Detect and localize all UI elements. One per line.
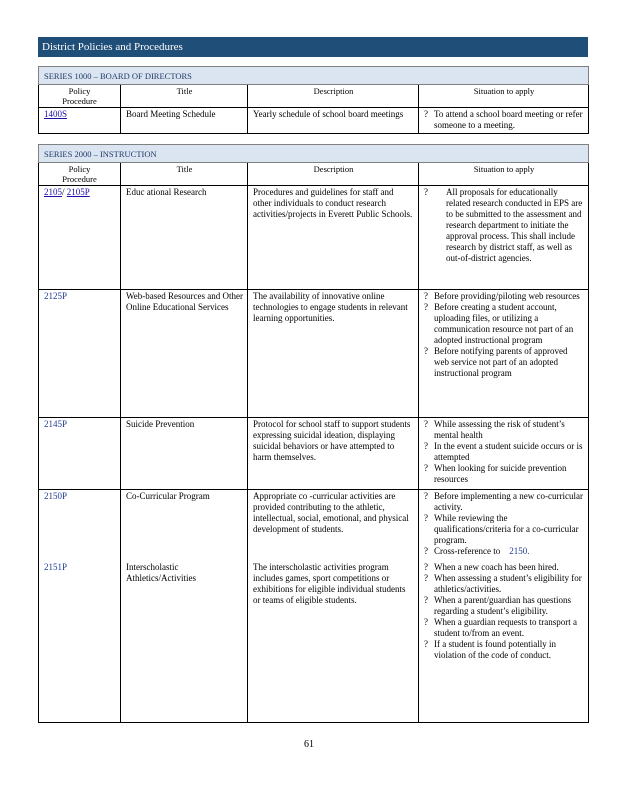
policy-description: Appropriate co -curricular activities are provided contributing to the athletic, intellectual, social, emotional, and physical development of students. — [248, 490, 419, 562]
policy-description: Procedures and guidelines for staff and other individuals to conduct research activities/projects in Everett Public Schools. — [248, 186, 419, 290]
situation-item: ? While assessing the risk of student’s mental health — [424, 419, 565, 440]
table-row: 2105/ 2105P Educ ational Research Procedures and guidelines for staff and other individuals to conduct research activities/projects in Everett Public Schools. ? All proposals for educationally related research conducted in EPS are to be submitted to the assessment and research department to initiate the approval process. This shall include research by district staff, as well as out-of-district agencies. — [39, 186, 589, 290]
bullet-icon: ? — [424, 109, 428, 119]
series-title: SERIES 1000 – BOARD OF DIRECTORS — [39, 67, 589, 85]
situation-item: ? When a guardian requests to transport a student to/from an event. — [424, 617, 577, 638]
table-row — [39, 561, 589, 723]
column-header-policy: Policy Procedure — [39, 163, 121, 186]
bullet-icon: ? — [424, 463, 428, 473]
situation-item: ? Before providing/piloting web resources — [424, 291, 580, 301]
policy-code: 2145P — [44, 419, 68, 429]
table-row — [39, 290, 589, 418]
policy-description: The interscholastic activities program includes games, sport competitions or exhibitions for eligible individual students or teams of eligible students. — [248, 561, 419, 723]
bullet-icon: ? — [424, 546, 428, 556]
situation-item: ? All proposals for educationally related research conducted in EPS are to be submitted to the assessment and research department to initiate the approval process. This shall include research by district staff, as well as out-of-district agencies. — [424, 187, 583, 263]
column-header-description: Description — [248, 85, 419, 108]
bullet-icon: ? — [424, 291, 428, 301]
policy-code: 2125P — [44, 291, 68, 301]
policy-title: Board Meeting Schedule — [121, 108, 248, 134]
bullet-icon: ? — [424, 573, 428, 583]
cross-reference-code: 2150. — [509, 546, 530, 556]
column-header-title: Title — [121, 163, 248, 186]
situation-item: ? When assessing a student’s eligibility for athletics/activities. — [424, 573, 582, 594]
table-row — [39, 108, 589, 134]
situation-item: ? If a student is found potentially in violation of the code of conduct. — [424, 639, 556, 660]
policy-title: Educ ational Research — [121, 186, 248, 290]
policy-link-2105p[interactable]: 2105P — [66, 187, 90, 197]
policy-link-1400s[interactable]: 1400S — [44, 109, 68, 119]
bullet-icon: ? — [424, 617, 428, 627]
situation-item: ? When a parent/guardian has questions regarding a student’s eligibility. — [424, 595, 571, 616]
series-1000-table — [38, 66, 589, 134]
policy-link-2105[interactable]: 2105 — [44, 187, 62, 197]
policy-description: Yearly schedule of school board meetings — [248, 108, 419, 134]
bullet-icon: ? — [424, 513, 428, 523]
column-header-policy: Policy Procedure — [39, 85, 121, 108]
column-header-row — [39, 85, 589, 108]
bullet-icon: ? — [424, 419, 428, 429]
series-title: SERIES 2000 – INSTRUCTION — [39, 145, 589, 163]
bullet-icon: ? — [424, 441, 428, 451]
policy-title: Interscholastic Athletics/Activities — [121, 561, 248, 723]
bullet-icon: ? — [424, 491, 428, 501]
column-header-description: Description — [248, 163, 419, 186]
column-header-row — [39, 163, 589, 186]
policy-title: Suicide Prevention — [121, 418, 248, 490]
situation-item: ? When a new coach has been hired. — [424, 562, 559, 572]
page-header — [38, 37, 588, 57]
situation-item: ? In the event a student suicide occurs or is attempted — [424, 441, 583, 462]
policy-description: Protocol for school staff to support students expressing suicidal ideation, displaying suicidal behaviors or have attempted to harm themselves. — [248, 418, 419, 490]
policy-title: Web-based Resources and Other Online Educational Services — [121, 290, 248, 418]
policy-title: Co-Curricular Program — [121, 490, 248, 562]
policy-description: The availability of innovative online technologies to engage students in relevant learning opportunities. — [248, 290, 419, 418]
situation-item: ? While reviewing the qualifications/criteria for a co-curricular program. — [424, 513, 579, 545]
policy-code: 2150P — [44, 491, 68, 501]
situation-item: ? Cross-reference to 2150. — [424, 546, 530, 556]
bullet-icon: ? — [424, 562, 428, 572]
situation-item: ? Before implementing a new co-curricular activity. — [424, 491, 583, 512]
situation-item: ? Before creating a student account, uploading files, or utilizing a communication resource not part of an adopted instructional program — [424, 302, 574, 345]
bullet-icon: ? — [424, 302, 428, 312]
situation-item: ? When looking for suicide prevention resources — [424, 463, 567, 484]
policy-code: 2151P — [44, 562, 68, 572]
situation-item: ? Before notifying parents of approved web service not part of an adopted instructional program — [424, 346, 568, 378]
bullet-icon: ? — [424, 595, 428, 605]
series-2000-table — [38, 144, 589, 723]
bullet-icon: ? — [424, 639, 428, 649]
table-row — [39, 418, 589, 490]
column-header-title: Title — [121, 85, 248, 108]
table-row — [39, 490, 589, 562]
column-header-situation: Situation to apply — [419, 85, 589, 108]
bullet-icon: ? — [424, 346, 428, 356]
bullet-icon: ? — [424, 187, 428, 197]
column-header-situation: Situation to apply — [419, 163, 589, 186]
page-number: 61 — [304, 739, 314, 750]
page-title: District Policies and Procedures — [42, 41, 183, 53]
situation-item: ? To attend a school board meeting or refer someone to a meeting. — [424, 109, 583, 130]
